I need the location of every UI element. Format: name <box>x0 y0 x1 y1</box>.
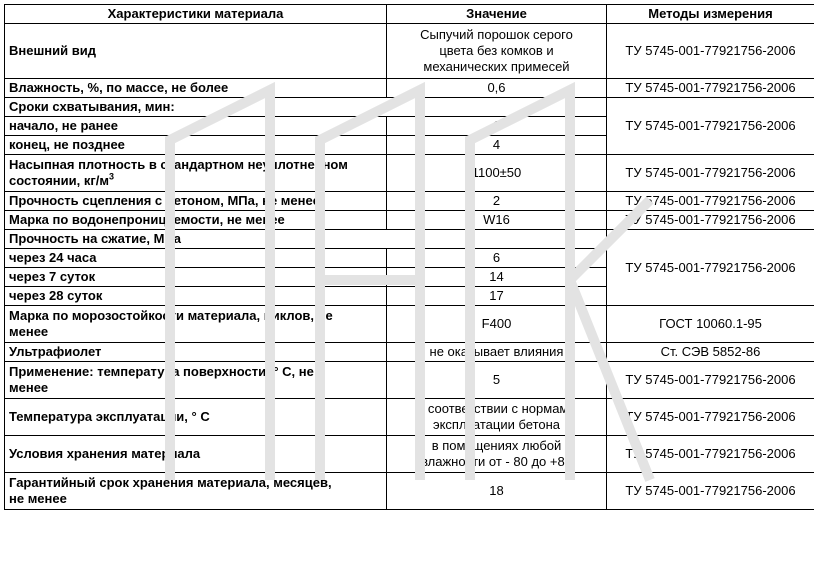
row-value-application: 5 <box>387 362 607 399</box>
table-row <box>5 211 815 230</box>
row-value-setting-end: 4 <box>387 136 607 155</box>
row-value-compressive-24h: 6 <box>387 249 607 268</box>
table-row <box>5 343 815 362</box>
row-method-uv: Ст. СЭВ 5852-86 <box>607 343 815 362</box>
row-label-density <box>5 155 387 192</box>
label-line: Гарантийный срок хранения материала, месяцев, <box>9 475 332 490</box>
label-text: состоянии, кг/м <box>9 173 109 188</box>
value-line: в соответствии с нормами <box>417 401 576 416</box>
row-value-appearance <box>387 24 607 79</box>
row-method-frost: ГОСТ 10060.1-95 <box>607 306 815 343</box>
row-label-storage: Условия хранения материала <box>5 436 387 473</box>
value-line: механических примесей <box>423 59 570 74</box>
table-row <box>5 24 815 79</box>
value-line: цвета без комков и <box>439 43 554 58</box>
table-row <box>5 473 815 510</box>
row-value-density: 1100±50 <box>387 155 607 192</box>
row-method-storage: ТУ 5745-001-77921756-2006 <box>607 436 815 473</box>
row-method-density: ТУ 5745-001-77921756-2006 <box>607 155 815 192</box>
value-line: Сыпучий порошок серого <box>420 27 573 42</box>
row-label-setting: Сроки схватывания, мин: <box>5 98 607 117</box>
row-label-water-resistance: Марка по водонепроницаемости, не менее <box>5 211 387 230</box>
row-label-compressive-24h: через 24 часа <box>5 249 387 268</box>
row-method-adhesion: ТУ 5745-001-77921756-2006 <box>607 192 815 211</box>
row-value-adhesion: 2 <box>387 192 607 211</box>
value-line: влажности от - 80 до +80 <box>421 454 572 469</box>
row-method-appearance: ТУ 5745-001-77921756-2006 <box>607 24 815 79</box>
row-label-moisture: Влажность, %, по массе, не более <box>5 79 387 98</box>
header-characteristics: Характеристики материала <box>5 5 387 24</box>
row-label-setting-start: начало, не ранее <box>5 117 387 136</box>
row-label-compressive-7d: через 7 суток <box>5 268 387 287</box>
row-label-operating-temp: Температура эксплуатации, ° С <box>5 399 387 436</box>
label-line <box>9 173 382 189</box>
row-value-setting-start: 1 <box>387 117 607 136</box>
value-line: эксплуатации бетона <box>432 417 561 432</box>
row-label-adhesion: Прочность сцепления с бетоном, МПа, не менее <box>5 192 387 211</box>
spec-table-container <box>4 4 814 580</box>
label-line: менее <box>9 380 49 395</box>
table-row <box>5 192 815 211</box>
row-value-compressive-7d: 14 <box>387 268 607 287</box>
label-line: менее <box>9 324 49 339</box>
row-method-shelf-life: ТУ 5745-001-77921756-2006 <box>607 473 815 510</box>
row-label-application <box>5 362 387 399</box>
table-header-row <box>5 5 815 24</box>
row-value-storage <box>387 436 607 473</box>
table-row <box>5 155 815 192</box>
row-label-compressive-28d: через 28 суток <box>5 287 387 306</box>
row-method-water-resistance: ТУ 5745-001-77921756-2006 <box>607 211 815 230</box>
row-value-frost: F400 <box>387 306 607 343</box>
header-value: Значение <box>387 5 607 24</box>
row-method-application: ТУ 5745-001-77921756-2006 <box>607 362 815 399</box>
row-label-appearance: Внешний вид <box>5 24 387 79</box>
header-method: Методы измерения <box>607 5 815 24</box>
row-value-shelf-life: 18 <box>387 473 607 510</box>
label-line: Марка по морозостойкости материала, циклов, не <box>9 308 333 323</box>
row-value-water-resistance: W16 <box>387 211 607 230</box>
value-line: в помещениях любой <box>431 438 562 453</box>
label-line: Насыпная плотность в стандартном неуплотненном <box>9 157 348 172</box>
row-value-uv: не оказывает влияния <box>387 343 607 362</box>
material-spec-table <box>4 4 814 510</box>
table-row <box>5 230 815 249</box>
table-row <box>5 362 815 399</box>
table-row <box>5 98 815 117</box>
table-row <box>5 306 815 343</box>
row-method-moisture: ТУ 5745-001-77921756-2006 <box>607 79 815 98</box>
label-line: Применение: температура поверхности, ° С, не <box>9 364 314 379</box>
table-row <box>5 399 815 436</box>
table-row <box>5 436 815 473</box>
label-line: не менее <box>9 491 67 506</box>
label-superscript: 3 <box>109 171 115 182</box>
row-method-operating-temp: ТУ 5745-001-77921756-2006 <box>607 399 815 436</box>
row-label-frost <box>5 306 387 343</box>
row-method-setting: ТУ 5745-001-77921756-2006 <box>607 98 815 155</box>
row-value-operating-temp <box>387 399 607 436</box>
row-label-shelf-life <box>5 473 387 510</box>
row-label-uv: Ультрафиолет <box>5 343 387 362</box>
row-label-setting-end: конец, не позднее <box>5 136 387 155</box>
row-value-compressive-28d: 17 <box>387 287 607 306</box>
row-label-compressive: Прочность на сжатие, МПа <box>5 230 607 249</box>
table-row <box>5 79 815 98</box>
row-value-moisture: 0,6 <box>387 79 607 98</box>
row-method-compressive: ТУ 5745-001-77921756-2006 <box>607 230 815 306</box>
